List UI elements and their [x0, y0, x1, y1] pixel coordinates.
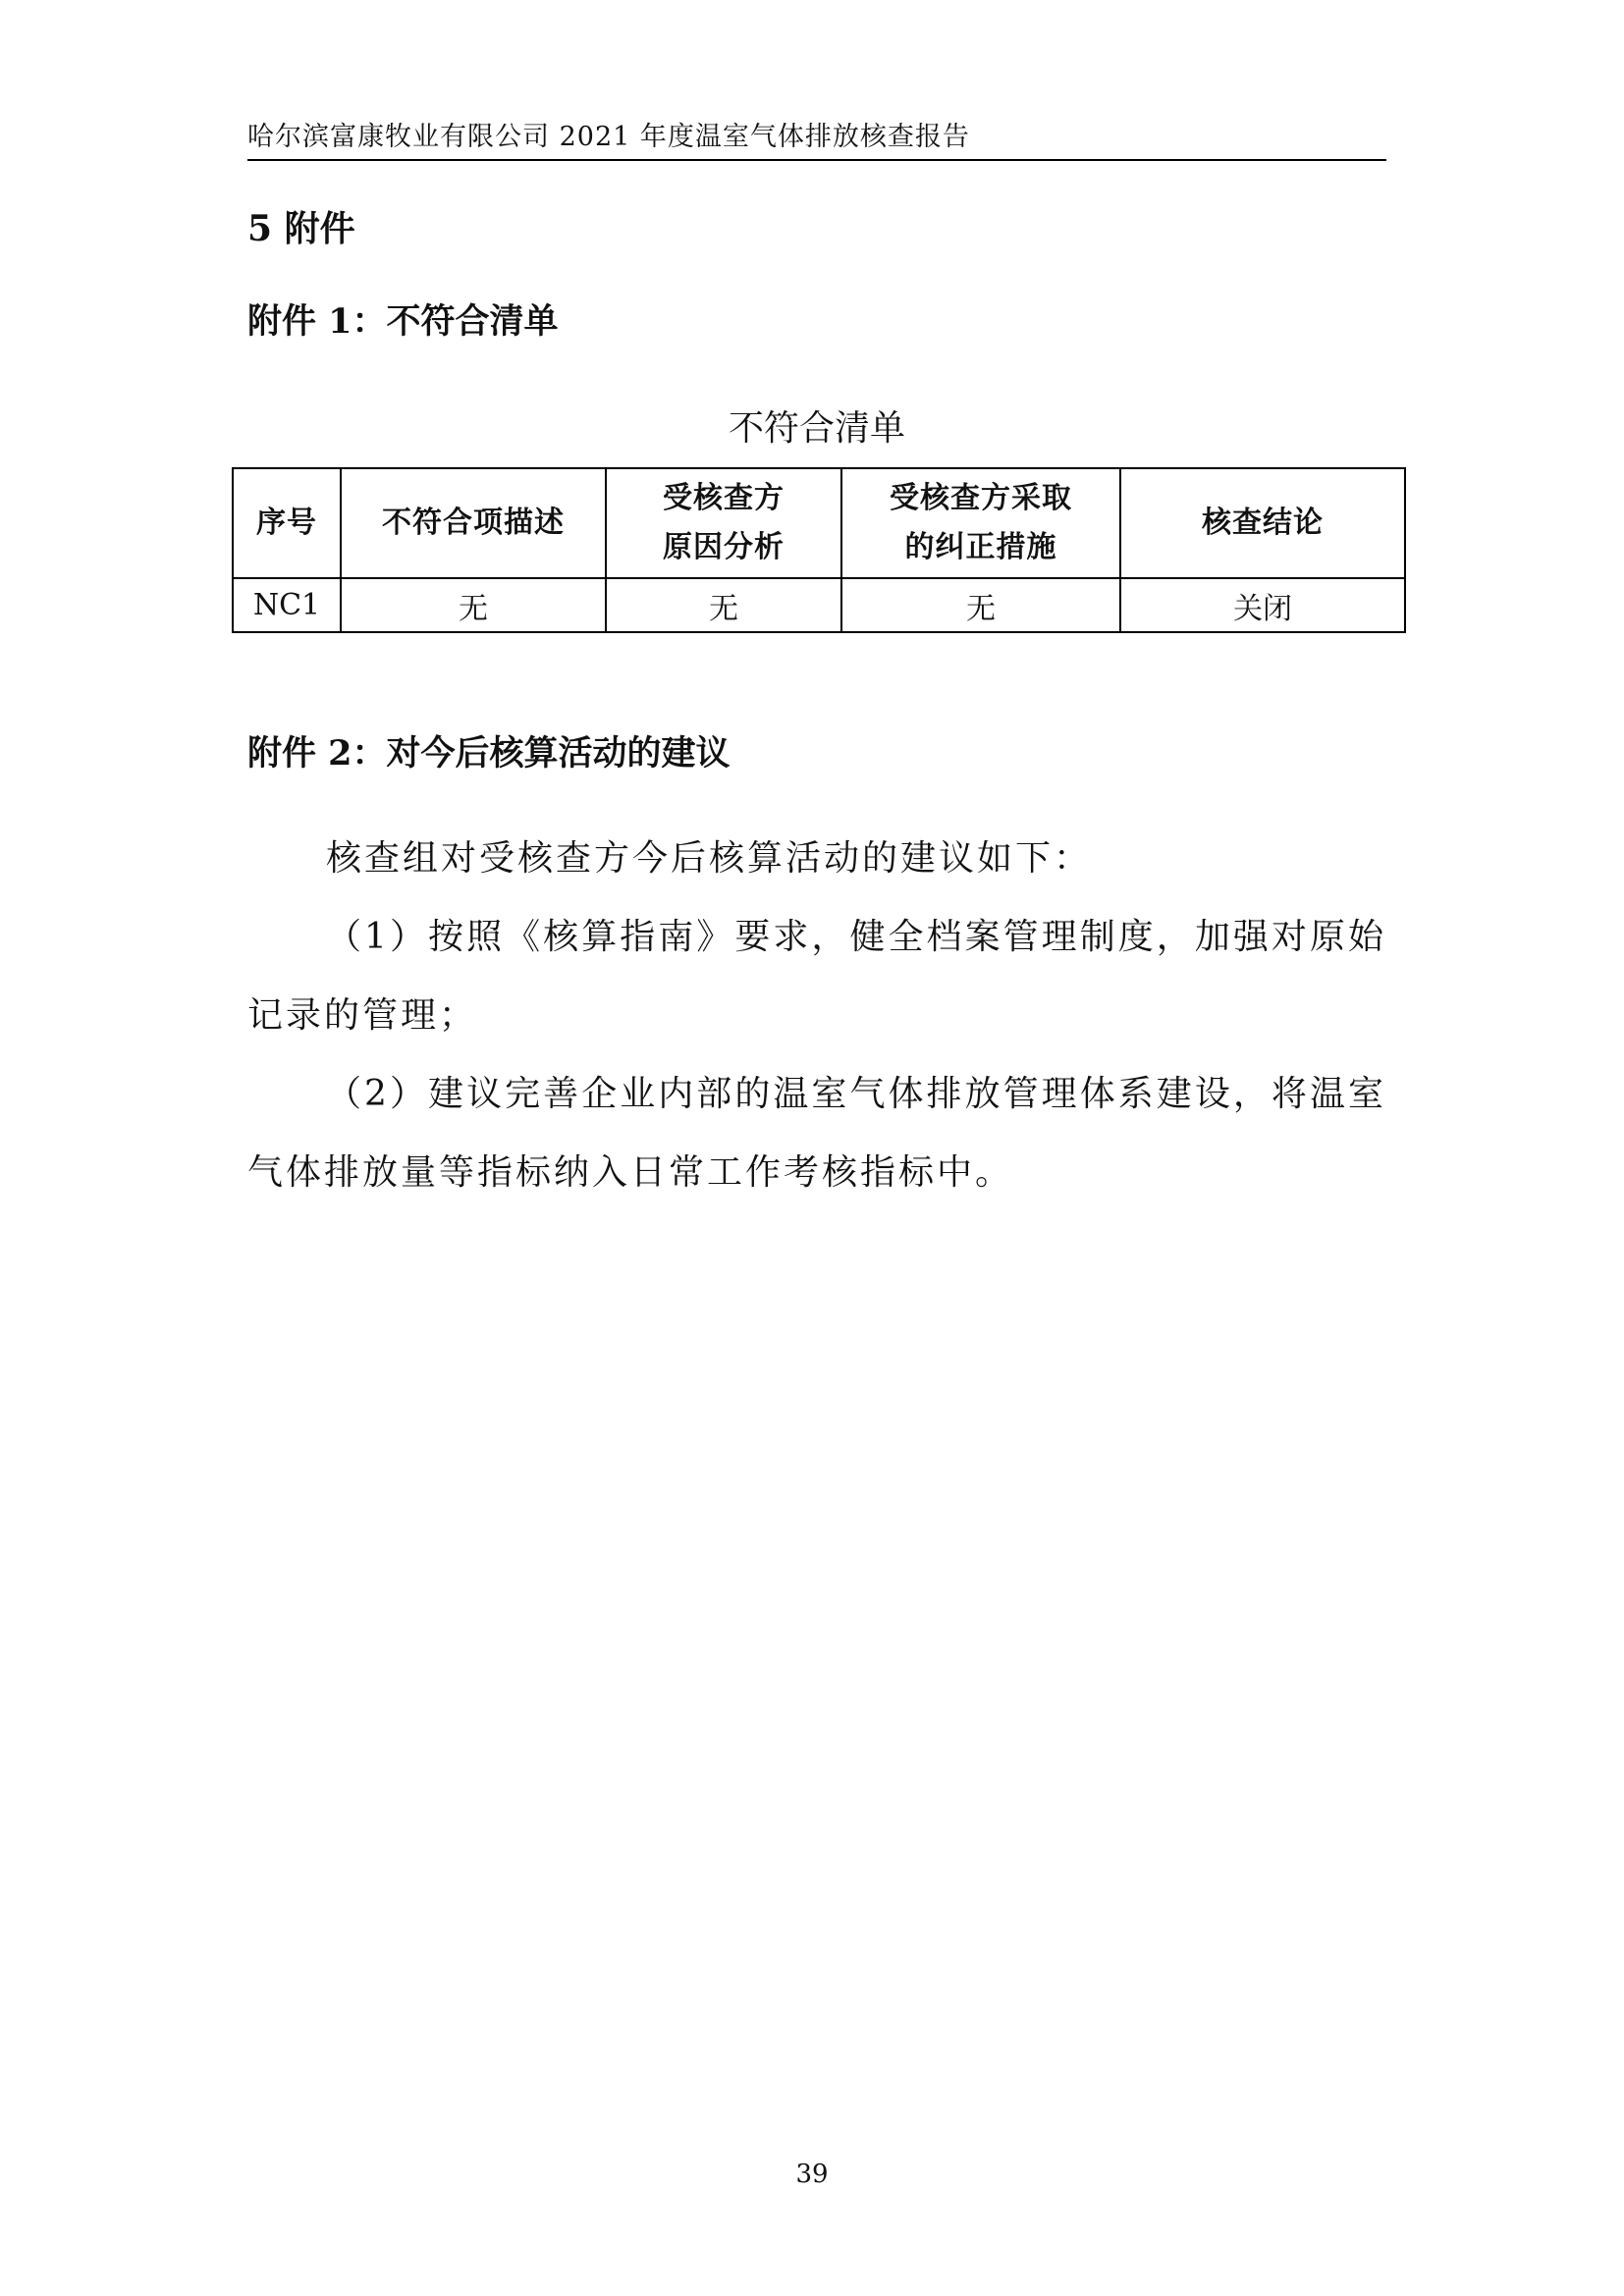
- cell-index: NC1: [233, 578, 341, 632]
- recommendation-item-1: （1）按照《核算指南》要求，健全档案管理制度，加强对原始记录的管理；: [247, 917, 1386, 1036]
- col-header-index: 序号: [233, 468, 341, 578]
- nonconformity-table: [232, 467, 1406, 633]
- cell-corrective-action: 无: [841, 578, 1120, 632]
- cell-cause-analysis: 无: [606, 578, 841, 632]
- section-title: 5 附件: [247, 208, 355, 249]
- annex2-title: 附件 2：对今后核算活动的建议: [247, 733, 731, 774]
- table-row: [233, 578, 1405, 632]
- col-header-description: 不符合项描述: [341, 468, 606, 578]
- col-header-cause-analysis: [606, 468, 841, 578]
- annex1-title: 附件 1：不符合清单: [247, 301, 559, 342]
- cell-conclusion: 关闭: [1120, 578, 1405, 632]
- recommendation-item-2: （2）建议完善企业内部的温室气体排放管理体系建设，将温室气体排放量等指标纳入日常工作考核指标中。: [247, 1074, 1386, 1193]
- col-header-corrective-action: [841, 468, 1120, 578]
- col-header-conclusion: 核查结论: [1120, 468, 1405, 578]
- cell-description: 无: [341, 578, 606, 632]
- col-header-cause-analysis-text: 受核查方原因分析: [663, 481, 785, 564]
- table-header-row: [233, 468, 1405, 578]
- col-header-corrective-action-text: 受核查方采取的纠正措施: [890, 481, 1072, 564]
- page-header: 哈尔滨富康牧业有限公司 2021 年度温室气体排放核查报告: [247, 116, 1386, 161]
- page-number: 39: [795, 2160, 829, 2189]
- table-title: 不符合清单: [728, 408, 905, 449]
- recommendation-intro: 核查组对受核查方今后核算活动的建议如下：: [326, 838, 1093, 879]
